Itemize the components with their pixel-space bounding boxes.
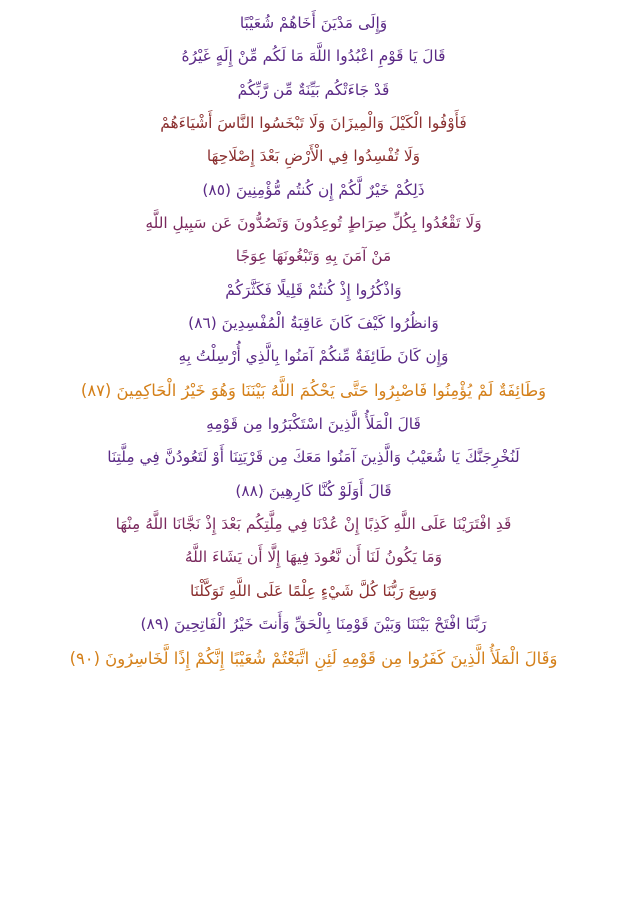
verse-line: فَأَوْفُوا الْكَيْلَ وَالْمِيزَانَ وَلَا تَبْخَسُوا النَّاسَ أَشْيَاءَهُمْ <box>160 113 467 132</box>
verse-line: وَاذْكُرُوا إِذْ كُنتُمْ قَلِيلًا فَكَثَّرَكُمْ <box>225 280 402 299</box>
verse-line: وَلَا تُفْسِدُوا فِي الْأَرْضِ بَعْدَ إِصْلَاحِهَا <box>206 147 421 166</box>
verse-line: وَسِعَ رَبُّنَا كُلَّ شَيْءٍ عِلْمًا عَلَى اللَّهِ تَوَكَّلْنَا <box>189 581 438 600</box>
verse-line: مَنْ آمَنَ بِهِ وَتَبْغُونَهَا عِوَجًا <box>235 247 392 266</box>
verse-line: قَدِ افْتَرَيْنَا عَلَى اللَّهِ كَذِبًا إِنْ عُدْنَا فِي مِلَّتِكُم بَعْدَ إِذْ نَجَّانَا اللَّهُ مِنْهَا <box>115 514 512 533</box>
verse-line: قَالَ يَا قَوْمِ اعْبُدُوا اللَّهَ مَا لَكُم مِّنْ إِلَهٍ غَيْرُهُ <box>181 47 446 66</box>
verse-line: قَدْ جَاءَتْكُم بَيِّنَةٌ مِّن رَّبِّكُمْ <box>237 80 390 99</box>
verse-line: وَلَا تَقْعُدُوا بِكُلِّ صِرَاطٍ تُوعِدُونَ وَتَصُدُّونَ عَن سَبِيلِ اللَّهِ <box>145 213 482 232</box>
verse-line: لَنُخْرِجَنَّكَ يَا شُعَيْبُ وَالَّذِينَ آمَنُوا مَعَكَ مِن قَرْيَتِنَا أَوْ لَتَعُودُنَّ فِي مِلَّتِنَا <box>107 448 520 467</box>
verse-line: وَإِن كَانَ طَائِفَةٌ مِّنكُمْ آمَنُوا بِالَّذِي أُرْسِلْتُ بِهِ <box>178 347 449 366</box>
verse-line: وَإِلَى مَدْيَنَ أَخَاهُمْ شُعَيْبًا <box>239 14 388 32</box>
verse-line: قَالَ الْمَلَأُ الَّذِينَ اسْتَكْبَرُوا مِن قَوْمِهِ <box>206 415 421 434</box>
verse-line: وَمَا يَكُونُ لَنَا أَن نَّعُودَ فِيهَا إِلَّا أَن يَشَاءَ اللَّهُ <box>184 548 443 567</box>
verse-line: قَالَ أَوَلَوْ كُنَّا كَارِهِينَ (٨٨) <box>235 481 392 500</box>
verse-line: وَانظُرُوا كَيْفَ كَانَ عَاقِبَةُ الْمُفْسِدِينَ (٨٦) <box>188 313 439 332</box>
verse-line: وَقَالَ الْمَلَأُ الَّذِينَ كَفَرُوا مِن قَوْمِهِ لَئِنِ اتَّبَعْتُمْ شُعَيْبًا إِنَّكُمْ إِذًا لَّخَاسِرُونَ (٩٠) <box>69 649 558 669</box>
verse-line: وَطَائِفَةٌ لَمْ يُؤْمِنُوا فَاصْبِرُوا حَتَّى يَحْكُمَ اللَّهُ بَيْنَنَا وَهُوَ خَيْرُ الْحَاكِمِينَ (٨٧) <box>80 381 547 401</box>
verse-line: ذَلِكُمْ خَيْرٌ لَّكُمْ إِن كُنتُم مُّؤْمِنِينَ (٨٥) <box>202 180 425 199</box>
verse-line: رَبَّنَا افْتَحْ بَيْنَنَا وَبَيْنَ قَوْمِنَا بِالْحَقِّ وَأَنتَ خَيْرُ الْفَاتِحِينَ (٨٩) <box>140 614 487 633</box>
